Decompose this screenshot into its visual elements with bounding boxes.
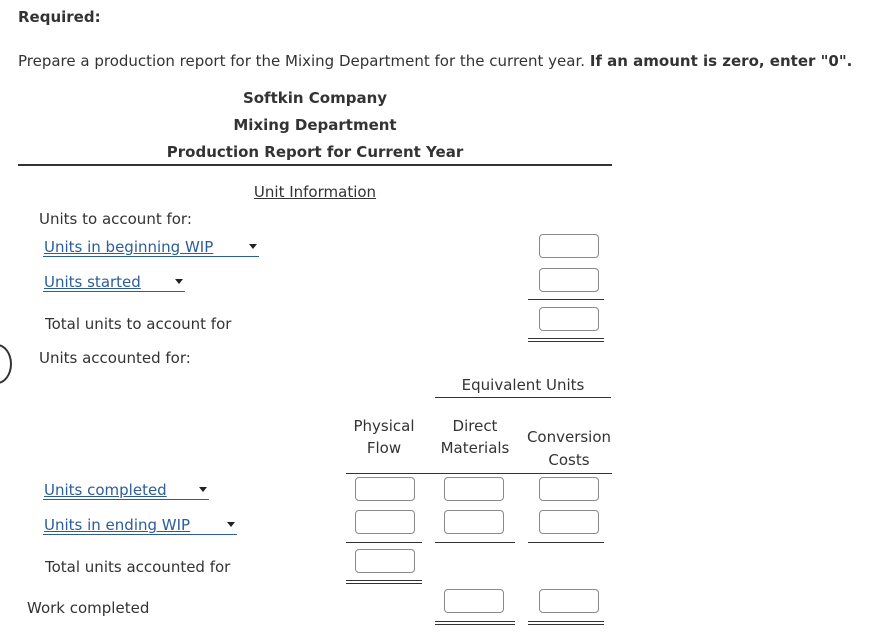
chevron-down-icon <box>175 279 183 284</box>
units-accounted-label: Units accounted for: <box>39 349 191 367</box>
chevron-down-icon <box>199 487 207 492</box>
ending-wip-dropdown-label: Units in ending WIP <box>44 516 191 534</box>
total-double-rule <box>528 338 604 342</box>
total-to-account-label: Total units to account for <box>45 315 232 333</box>
units-to-account-label: Units to account for: <box>39 210 192 228</box>
subtotal-rule <box>528 299 604 300</box>
instruction-bold: If an amount is zero, enter "0". <box>589 52 853 70</box>
units-started-input[interactable] <box>539 268 599 292</box>
units-completed-dropdown[interactable] <box>43 481 209 500</box>
work-completed-dm-input[interactable] <box>444 589 504 613</box>
total-to-account-input[interactable] <box>539 307 599 331</box>
work-completed-label: Work completed <box>27 599 150 617</box>
chevron-down-icon <box>227 522 235 527</box>
cc-subtotal-rule <box>528 542 604 543</box>
cc-total-double-rule <box>528 621 604 625</box>
units-completed-dropdown-label: Units completed <box>44 481 167 499</box>
total-accounted-label: Total units accounted for <box>45 558 231 576</box>
instruction-text: Prepare a production report for the Mixing Department for the current year. <box>18 52 586 70</box>
col-direct-materials-line2: Materials <box>440 439 510 457</box>
units-started-dropdown-label: Units started <box>44 273 141 291</box>
department-name: Mixing Department <box>233 116 397 134</box>
col-direct-materials-line1: Direct <box>452 417 498 435</box>
column-header-rule <box>346 473 612 474</box>
ending-dm-input[interactable] <box>444 510 504 534</box>
ending-physical-input[interactable] <box>355 510 415 534</box>
ending-wip-dropdown[interactable] <box>43 516 237 535</box>
instruction <box>18 52 852 70</box>
col-conversion-costs-line2: Costs <box>548 451 590 469</box>
ending-cc-input[interactable] <box>539 510 599 534</box>
col-physical-flow-line2: Flow <box>366 439 402 457</box>
work-completed-cc-input[interactable] <box>539 589 599 613</box>
report-title: Production Report for Current Year <box>166 143 464 161</box>
beginning-wip-dropdown-label: Units in beginning WIP <box>44 238 214 256</box>
physical-total-double-rule <box>346 580 422 584</box>
completed-dm-input[interactable] <box>444 477 504 501</box>
total-accounted-physical-input[interactable] <box>355 549 415 573</box>
company-name: Softkin Company <box>242 89 388 107</box>
unit-info-heading: Unit Information <box>253 183 377 201</box>
completed-cc-input[interactable] <box>539 477 599 501</box>
col-physical-flow-line1: Physical <box>353 417 415 435</box>
dm-subtotal-rule <box>435 542 515 543</box>
completed-physical-input[interactable] <box>355 477 415 501</box>
dm-total-double-rule <box>435 621 515 625</box>
beginning-wip-dropdown[interactable] <box>43 238 259 257</box>
title-rule <box>18 164 612 166</box>
required-label: Required: <box>18 8 101 26</box>
beginning-wip-input[interactable] <box>539 234 599 258</box>
physical-subtotal-rule <box>346 542 422 543</box>
margin-marker <box>0 344 12 384</box>
equivalent-units-heading: Equivalent Units <box>461 376 585 394</box>
equivalent-units-rule <box>435 397 611 398</box>
chevron-down-icon <box>249 244 257 249</box>
col-conversion-costs-line1: Conversion <box>526 428 612 446</box>
units-started-dropdown[interactable] <box>43 273 185 292</box>
